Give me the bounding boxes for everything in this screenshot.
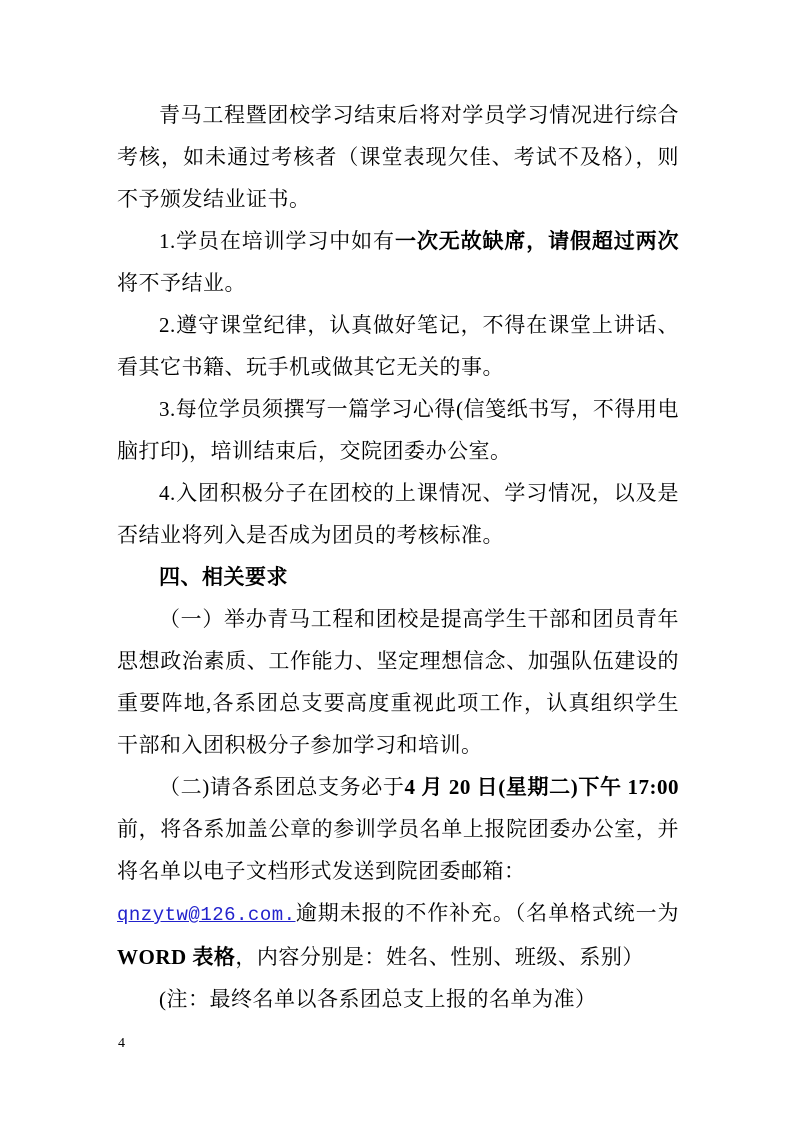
text-run: 逾期未报的不作补充。（名单格式统一为: [295, 901, 679, 925]
email-link[interactable]: qnzytw@126.com.: [117, 904, 296, 926]
para-requirement-1: [117, 598, 679, 766]
list-item-4: [117, 472, 679, 556]
text-run: 2.遵守课堂纪律，认真做好笔记，不得在课堂上讲话、看其它书籍、玩手机或做其它无关的事。: [117, 313, 679, 379]
text-run: WORD 表格: [117, 945, 236, 969]
text-run: 青马工程暨团校学习结束后将对学员学习情况进行综合考核，如未通过考核者（课堂表现欠佳、考试不及格），则不予颁发结业证书。: [117, 103, 679, 211]
text-run: 一次无故缺席，请假超过两次: [394, 229, 680, 253]
list-item-3: [117, 388, 679, 472]
text-run: 四、相关要求: [159, 565, 288, 589]
text-run: 将不予结业。: [117, 271, 246, 295]
para-note: [117, 978, 679, 1020]
para-requirement-2: [117, 766, 679, 978]
text-run: (注：最终名单以各系团总支上报的名单为准）: [159, 987, 597, 1011]
text-run: 3.每位学员须撰写一篇学习心得(信笺纸书写，不得用电脑打印)，培训结束后，交院团委办公室。: [117, 397, 679, 463]
text-run: 前，将各系加盖公章的参训学员名单上报院团委办公室，并将名单以电子文档形式发送到院团委邮箱：: [117, 817, 679, 883]
para-assessment: [117, 94, 679, 220]
page-footer: [118, 1034, 125, 1054]
text-run: ，内容分别是：姓名、性别、班级、系别）: [235, 945, 644, 969]
text-run: 1.学员在培训学习中如有: [159, 229, 395, 253]
section-heading-requirements: [117, 556, 679, 598]
text-run: （一）举办青马工程和团校是提高学生干部和团员青年思想政治素质、工作能力、坚定理想信念、加强队伍建设的重要阵地,各系团总支要高度重视此项工作，认真组织学生干部和入团积极分子参加学习和培训。: [117, 607, 679, 757]
text-run: 4 月 20 日(星期二)下午 17:00: [404, 775, 680, 799]
document-body: [117, 94, 679, 1020]
list-item-2: [117, 304, 679, 388]
page-number: 4: [118, 1036, 125, 1051]
list-item-1: [117, 220, 679, 304]
text-run: （二)请各系团总支务必于: [159, 775, 405, 799]
text-run: 4.入团积极分子在团校的上课情况、学习情况，以及是否结业将列入是否成为团员的考核标准。: [117, 481, 679, 547]
